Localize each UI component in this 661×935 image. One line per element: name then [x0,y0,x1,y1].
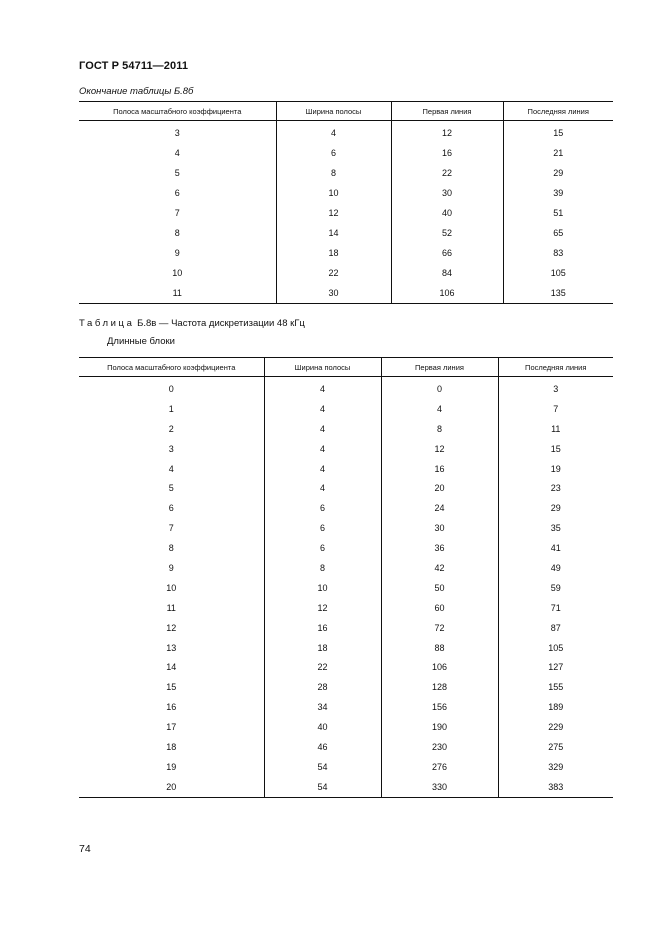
table-cell: 30 [276,283,391,304]
table-cell: 8 [264,558,381,578]
table-cell: 12 [391,121,503,144]
table-cell: 50 [381,578,498,598]
page-number: 74 [79,843,91,855]
table-cell: 3 [174,128,180,138]
table-cell: 329 [498,757,613,777]
table-cell: 16 [264,618,381,638]
table-cell: 8 [381,419,498,439]
table-cell: 51 [503,203,613,223]
table-row [79,121,613,144]
column-header: Первая линия [381,358,498,377]
table-cell: 4 [264,439,381,459]
table-cell: 16 [381,459,498,479]
table-cell: 4 [264,459,381,479]
table-cell: 6 [174,188,180,198]
table-cell: 24 [381,498,498,518]
table-cell: 29 [503,163,613,183]
table-row [79,419,613,439]
table-cell: 4 [276,121,391,144]
table-cell: 22 [264,657,381,677]
table-cell: 6 [264,498,381,518]
table-cell: 16 [166,702,177,713]
table-cell: 22 [276,263,391,283]
table-row [79,498,613,518]
table-row [79,377,613,399]
table-row [79,657,613,677]
table-cell: 65 [503,223,613,243]
table-cell: 12 [381,439,498,459]
table-cell: 20 [381,478,498,498]
table-cell: 135 [503,283,613,304]
table-row [79,163,613,183]
table-b8v [79,357,613,798]
table-cell: 7 [498,399,613,419]
table-cell: 190 [381,717,498,737]
table-row [79,717,613,737]
table-cell: 18 [166,741,177,752]
table-cell: 4 [174,148,180,158]
table-row [79,737,613,757]
table-cell: 229 [498,717,613,737]
table-cell: 8 [174,228,180,238]
table-cell: 21 [503,143,613,163]
table-row [79,203,613,223]
table-cell: 9 [174,248,180,258]
table-header-row [79,102,613,121]
table-cell: 6 [264,538,381,558]
table-cell: 106 [381,657,498,677]
table-cell: 40 [264,717,381,737]
table-cell: 0 [381,377,498,399]
table-row [79,757,613,777]
table-cell: 7 [174,208,180,218]
table-cell: 7 [168,523,174,534]
table-cell: 6 [264,518,381,538]
table-cell: 11 [166,602,176,613]
column-header: Ширина полосы [276,102,391,121]
document-header-title: ГОСТ Р 54711—2011 [79,60,189,72]
table-b8b [79,101,613,304]
table-cell: 42 [381,558,498,578]
table-row [79,243,613,263]
table-row [79,677,613,697]
table-cell: 189 [498,697,613,717]
column-header: Первая линия [391,102,503,121]
table-cell: 4 [168,463,174,474]
table-cell: 22 [391,163,503,183]
table-cell: 276 [381,757,498,777]
table-cell: 46 [264,737,381,757]
table-row [79,478,613,498]
table-cell: 52 [391,223,503,243]
table-cell: 1 [168,403,174,414]
table-row [79,638,613,658]
table-row [79,777,613,797]
column-header: Последняя линия [498,358,613,377]
table-cell: 19 [498,459,613,479]
table-cell: 12 [276,203,391,223]
table-cell: 71 [498,598,613,618]
table-cell: 66 [391,243,503,263]
table-cell: 13 [166,642,177,653]
table-cell: 5 [174,168,180,178]
table-cell: 4 [264,377,381,399]
table-cell: 83 [503,243,613,263]
table-b8b-continuation-caption: Окончание таблицы Б.8б [79,86,194,97]
table-cell: 8 [276,163,391,183]
table-row [79,518,613,538]
table-cell: 5 [168,483,174,494]
column-header: Полоса масштабного коэффициента [79,102,276,121]
table-cell: 60 [381,598,498,618]
table-cell: 23 [498,478,613,498]
table-cell: 106 [391,283,503,304]
table-cell: 156 [381,697,498,717]
table-cell: 39 [503,183,613,203]
table-caption-label: Таблица [79,318,135,329]
table-row [79,538,613,558]
table-cell: 49 [498,558,613,578]
table-cell: 28 [264,677,381,697]
table-cell: 3 [498,377,613,399]
table-cell: 105 [503,263,613,283]
table-cell: 35 [498,518,613,538]
table-cell: 14 [166,662,177,673]
table-cell: 230 [381,737,498,757]
table-cell: 72 [381,618,498,638]
table-row [79,183,613,203]
table-cell: 11 [498,419,613,439]
table-cell: 36 [381,538,498,558]
table-cell: 17 [166,722,177,733]
table-cell: 2 [168,423,174,434]
table-cell: 383 [498,777,613,797]
table-row [79,459,613,479]
table-cell: 12 [166,622,177,633]
table-row [79,558,613,578]
table-cell: 105 [498,638,613,658]
table-cell: 10 [166,582,177,593]
table-cell: 30 [391,183,503,203]
table-cell: 88 [381,638,498,658]
table-row [79,263,613,283]
table-cell: 15 [503,121,613,144]
table-cell: 15 [166,682,177,693]
table-cell: 4 [264,419,381,439]
table-cell: 6 [276,143,391,163]
table-cell: 6 [168,503,174,514]
table-row [79,399,613,419]
table-cell: 30 [381,518,498,538]
table-cell: 16 [391,143,503,163]
table-header-row [79,358,613,377]
table-cell: 54 [264,777,381,797]
table-cell: 0 [168,383,174,394]
table-row [79,578,613,598]
table-cell: 4 [381,399,498,419]
table-cell: 40 [391,203,503,223]
table-cell: 15 [498,439,613,459]
table-cell: 128 [381,677,498,697]
table-row [79,283,613,304]
table-cell: 84 [391,263,503,283]
table-row [79,223,613,243]
table-cell: 59 [498,578,613,598]
table-cell: 34 [264,697,381,717]
table-cell: 54 [264,757,381,777]
table-cell: 275 [498,737,613,757]
table-cell: 10 [172,268,183,278]
table-cell: 4 [264,478,381,498]
table-cell: 41 [498,538,613,558]
table-cell: 87 [498,618,613,638]
table-row [79,143,613,163]
table-row [79,618,613,638]
table-cell: 19 [166,761,177,772]
column-header: Ширина полосы [264,358,381,377]
table-row [79,439,613,459]
table-cell: 127 [498,657,613,677]
table-cell: 4 [264,399,381,419]
table-cell: 155 [498,677,613,697]
table-cell: 29 [498,498,613,518]
table-cell: 18 [276,243,391,263]
table-cell: 8 [168,543,174,554]
table-row [79,598,613,618]
column-header: Последняя линия [503,102,613,121]
table-cell: 330 [381,777,498,797]
table-row [79,697,613,717]
table-cell: 14 [276,223,391,243]
table-cell: 3 [168,443,174,454]
table-cell: 18 [264,638,381,658]
table-cell: 10 [276,183,391,203]
table-cell: 10 [264,578,381,598]
table-b8v-subcaption: Длинные блоки [107,336,175,347]
table-cell: 9 [168,562,174,573]
table-cell: 20 [79,777,264,797]
table-b8v-caption [79,318,305,329]
table-caption-text: Б.8в — Частота дискретизации 48 кГц [134,318,305,329]
table-cell: 11 [79,283,276,304]
column-header: Полоса масштабного коэффициента [79,358,264,377]
table-cell: 12 [264,598,381,618]
